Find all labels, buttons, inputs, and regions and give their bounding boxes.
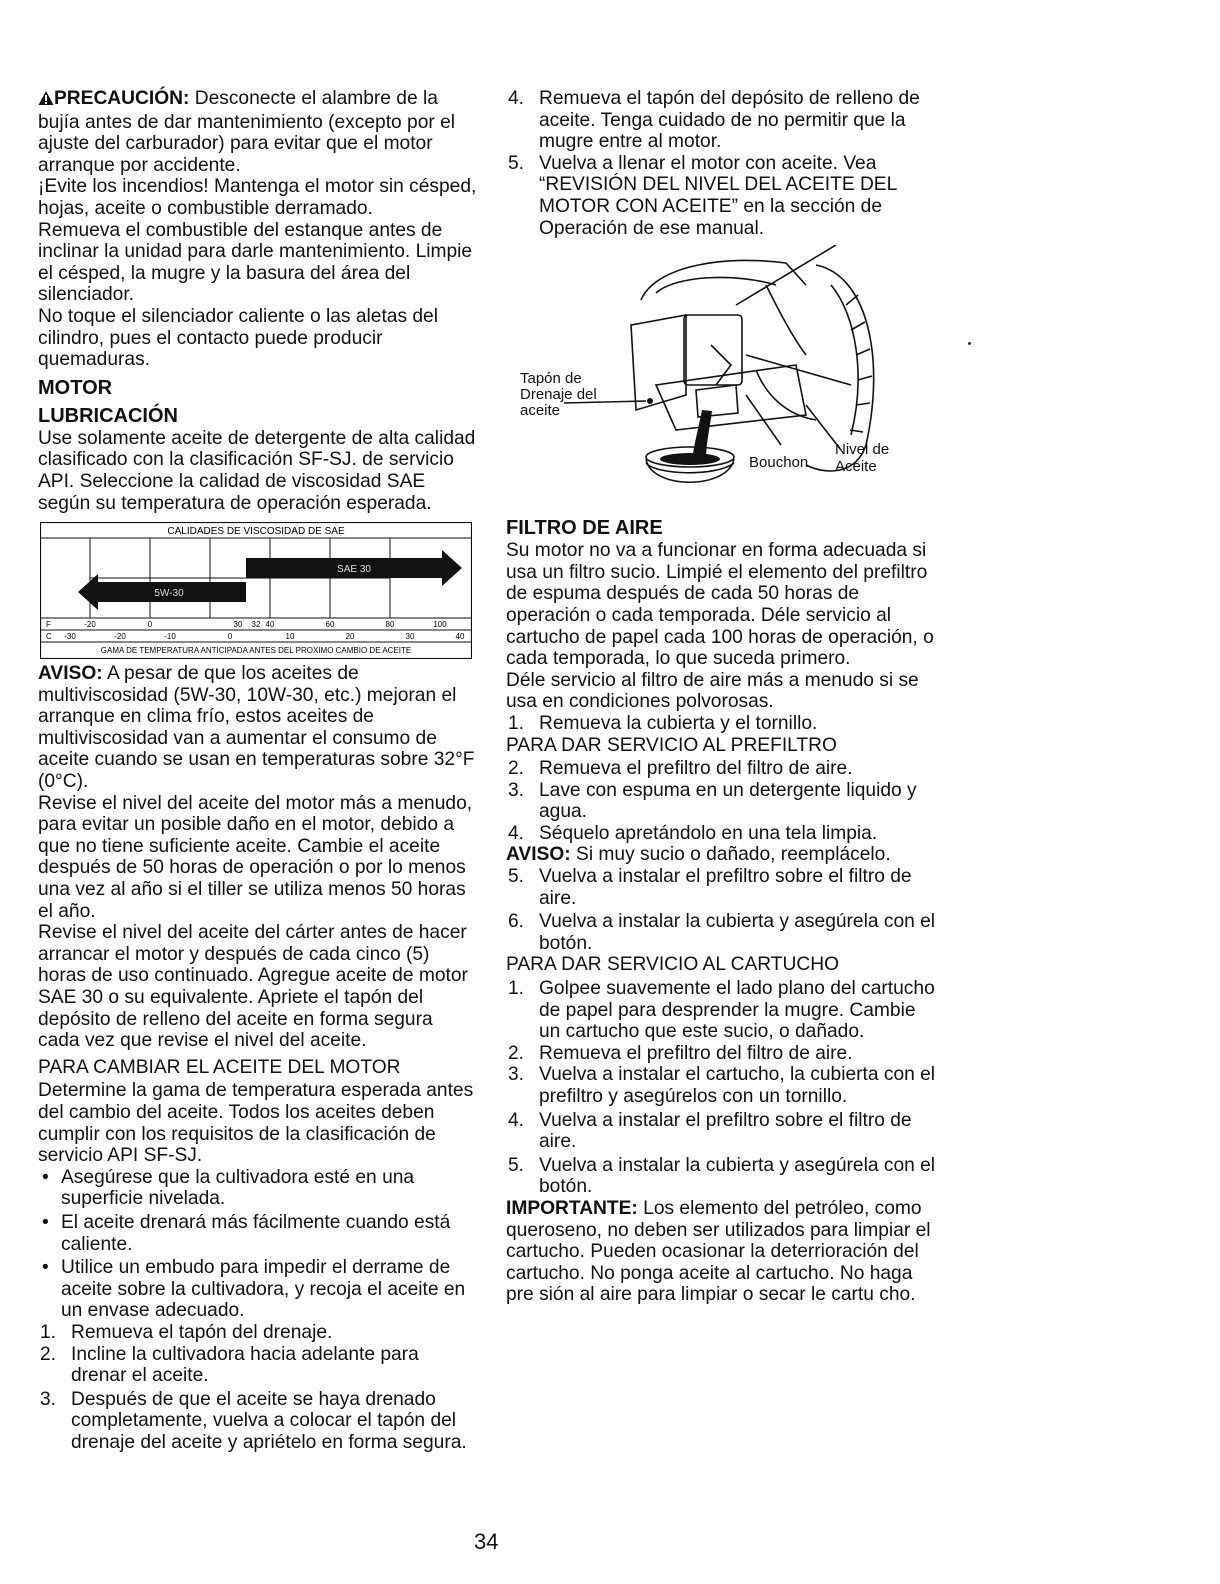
check-crank-paragraph: Revise el nivel del aceite del cárter antes de hacer arrancar el motor y después de cada cinco (5) horas de uso continuado. Agregue aceite de motor SAE 30 o su equivalente. Apriete el tapón del depósito de relleno del aceite en forma segura cada vez que revise el nivel del aceite.: [38, 922, 468, 1052]
check-more-paragraph: Revise el nivel del aceite del motor más a menudo, para evitar un posible daño en el motor, debido a que no tiene suficiente aceite. Cambie el aceite después de 50 horas de operación o por lo menos una vez al año si el tiller se utiliza menos 50 horas el año.: [38, 792, 473, 922]
caution-paragraph: [38, 88, 478, 176]
prefilter-notice: AVISO: Si muy sucio o dañado, reemplácelo.: [506, 844, 891, 866]
c-tick-label: 20: [345, 632, 355, 642]
list-item: 1. Remueva el tapón del drenaje.: [40, 1321, 333, 1343]
list-item: 3. Después de que el aceite se haya drenado completamente, vuelva a colocar el tapón del drenaje del aceite y apriételo en forma segura.: [40, 1388, 467, 1453]
warning-icon: [38, 90, 54, 112]
viscosity-chart-svg: [40, 522, 472, 659]
f-tick-label: 0: [147, 620, 153, 630]
filter-heading: FILTRO DE AIRE: [506, 517, 663, 540]
list-item: • Asegúrese que la cultivadora esté en una superficie nivelada.: [42, 1166, 415, 1210]
list-item: 5. Vuelva a llenar el motor con aceite. Vea “REVISIÓN DEL NIVEL DEL ACEITE DEL MOTOR CON ACEITE” en la sección de Operación de ese manual.: [508, 152, 897, 239]
oil-drain-figure: [506, 245, 926, 513]
5w30-label: 5W-30: [154, 588, 184, 600]
list-item: 1. Golpee suavemente el lado plano del cartucho de papel para desprender la mugre. Cambie un cartucho que este sucio, o dañado.: [508, 978, 935, 1043]
right-column: [506, 88, 940, 1306]
list-item: 3. Lave con espuma en un detergente liquido y agua.: [508, 779, 917, 823]
bullet-list: [38, 1167, 478, 1322]
list-item: 6. Vuelva a instalar la cubierta y asegúrela con el botón.: [508, 911, 936, 954]
f-tick-label: 100: [433, 620, 447, 630]
list-item: 5. Vuelva a instalar el prefiltro sobre el filtro de aire.: [508, 866, 912, 909]
c-tick-label: 0: [227, 632, 233, 642]
burn-paragraph: No toque el silenciador caliente o las aletas del cilindro, pues el contacto puede producir quemaduras.: [38, 305, 438, 371]
caution-text: Desconecte el alambre de la bujía antes de dar mantenimiento (excepto por el ajuste del carburador) para evitar que el motor arranque por accidente.: [38, 88, 456, 176]
change-oil-paragraph: Determine la gama de temperatura esperada antes del cambio del aceite. Todos los aceites deben cumplir con los requisitos de la clasificación de servicio API SF-SJ.: [38, 1080, 474, 1167]
fuel-paragraph: Remueva el combustible del estanque antes de inclinar la unidad para darle mantenimiento. Limpie el césped, la mugre y la basura del área del silenciador.: [38, 219, 473, 306]
list-item: • Utilice un embudo para impedir el derrame de aceite sobre la cultivadora, y recoja el aceite en un envase adecuado.: [42, 1257, 466, 1322]
list-item: 4. Séquelo apretándolo en una tela limpia.: [508, 822, 878, 844]
filter-paragraph: Su motor no va a funcionar en forma adecuada si usa un filtro sucio. Limpié el elemento del prefiltro de espuma después de cada 50 horas de operación o cada temporada. Déle servicio al cartucho de papel cada 100 horas de operación, o cada temporada, lo que suceda primero.: [506, 540, 934, 670]
caution-label: PRECAUCIÓN:: [54, 88, 190, 109]
list-item: • El aceite drenará más fácilmente cuando está caliente.: [42, 1211, 451, 1255]
f-tick-label: 40: [265, 620, 275, 630]
lube-paragraph: Use solamente aceite de detergente de alta calidad clasificado con la clasificación SF-SJ. de servicio API. Seleccione la calidad de viscosidad SAE según su temperatura de operación esperada.: [38, 427, 476, 514]
f-tick-label: 60: [325, 620, 335, 630]
drain-steps: [38, 1322, 478, 1454]
list-item: 5. Vuelva a instalar la cubierta y asegúrela con el botón.: [508, 1154, 936, 1198]
list-item: 4. Vuelva a instalar el prefiltro sobre el filtro de aire.: [508, 1109, 912, 1153]
important-paragraph: IMPORTANTE: Los elemento del petróleo, como queroseno, no deben ser utilizados para limpiar el cartucho. Pueden ocasionar la deterrioración del cartucho. No ponga aceite al cartucho. No haga pre sión al aire para limpiar o secar le cartu cho.: [506, 1197, 931, 1306]
c-tick-label: 30: [405, 632, 415, 642]
f-tick-label: -20: [84, 620, 96, 630]
oil-level-label-2: Aceite: [835, 458, 877, 476]
list-item: 2. Incline la cultivadora hacia adelante para drenar el aceite.: [40, 1343, 419, 1387]
c-tick-label: -30: [64, 632, 76, 642]
c-tick-label: 10: [285, 632, 295, 642]
notice-paragraph: [38, 663, 478, 793]
notice-label: AVISO:: [38, 663, 103, 685]
c-tick-label: -10: [164, 632, 176, 642]
chart-footer: GAMA DE TEMPERATURA ANTICIPADA ANTES DEL PROXIMO CAMBIO DE ACEITE: [100, 646, 412, 656]
viscosity-chart: [40, 522, 472, 659]
change-oil-heading: PARA CAMBIAR EL ACEITE DEL MOTOR: [38, 1056, 401, 1078]
chart-title: CALIDADES DE VISCOSIDAD DE SAE: [167, 526, 345, 538]
f-tick-label: F: [46, 620, 51, 630]
f-tick-label: 80: [385, 620, 395, 630]
c-tick-label: -20: [114, 632, 126, 642]
lube-heading: LUBRICACIÓN: [38, 404, 178, 427]
prefilter-heading: PARA DAR SERVICIO AL PREFILTRO: [506, 734, 837, 756]
sae30-label: SAE 30: [337, 564, 371, 576]
f-tick-label: 30: [233, 620, 243, 630]
scan-speck: [968, 342, 971, 345]
f-tick-label: 32: [251, 620, 261, 630]
c-tick-label: C: [46, 632, 52, 642]
left-column: [38, 88, 478, 1453]
list-item: 4. Remueva el tapón del depósito de relleno de aceite. Tenga cuidado de no permitir que la mugre entre al motor.: [508, 88, 920, 153]
cartridge-heading: PARA DAR SERVICIO AL CARTUCHO: [506, 954, 840, 976]
oil-level-label-1: Nivel de: [835, 441, 890, 459]
notice-text: A pesar de que los aceites de multiviscosidad (5W-30, 10W-30, etc.) mejoran el arranque en clima frío, estos aceites de multiviscosidad van a aumentar el consumo de aceite cuando se usan en temperaturas sobre 32°F (0°C).: [38, 663, 475, 793]
page-number: 34: [474, 1529, 499, 1554]
c-tick-label: 40: [455, 632, 465, 642]
drain-plug-label: Tapón de Drenaje del aceite: [520, 370, 597, 420]
bouchon-label: Bouchon: [749, 454, 809, 472]
list-item: 2. Remueva el prefiltro del filtro de aire.: [508, 758, 853, 780]
list-item: 3. Vuelva a instalar el cartucho, la cubierta con el prefiltro y asegúrelos con un tornillo.: [508, 1064, 936, 1107]
list-item: 1. Remueva la cubierta y el tornillo.: [508, 712, 818, 734]
fire-paragraph: ¡Evite los incendios! Mantenga el motor sin césped, hojas, aceite o combustible derramado.: [38, 176, 477, 219]
dusty-paragraph: Déle servicio al filtro de aire más a menudo si se usa en condiciones polvorosas.: [506, 669, 919, 713]
list-item: 2. Remueva el prefiltro del filtro de aire.: [508, 1042, 853, 1064]
motor-heading: MOTOR: [38, 376, 113, 399]
